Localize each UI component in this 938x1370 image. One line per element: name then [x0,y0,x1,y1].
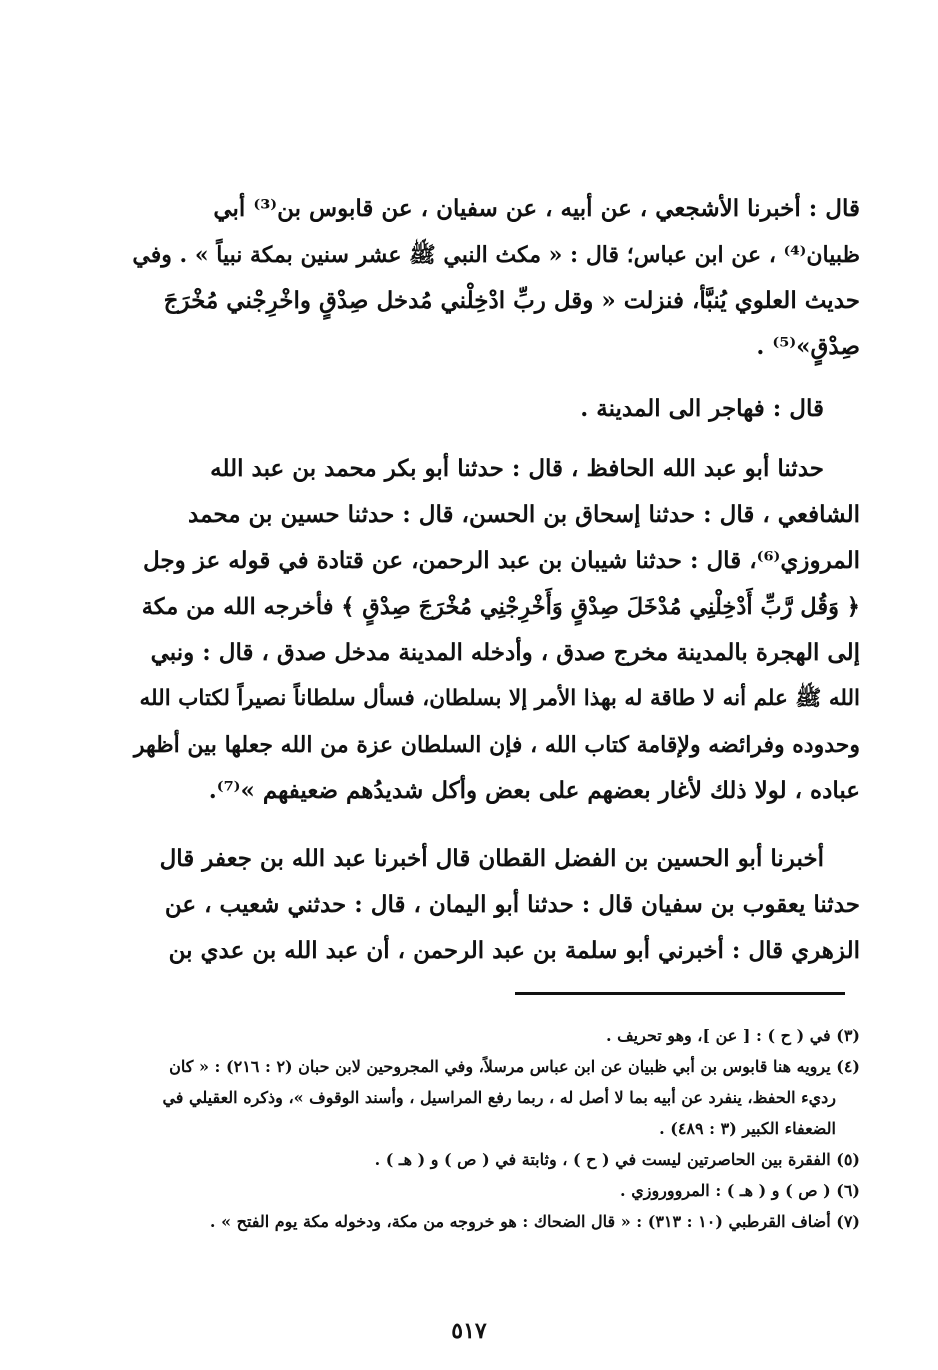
page-number: ٥١٧ [451,1318,487,1344]
footnote-4-continued: رديء الحفظ، ينفرد عن أبيه بما لا أصل له ، ربما رفع المراسيل ، وأسند الوقوف »، وذكره العقيلي في [162,1088,836,1107]
text-line: عباده ، لولا ذلك لأغار بعضهم على بعض وأكل شديدُهم ضعيفهم »⁽⁷⁾. [208,777,860,804]
text-line: أخبرنا أبو الحسين بن الفضل القطان قال أخبرنا عبد الله بن جعفر قال [159,845,824,872]
footnotes [140,1020,860,1237]
footnote-5: (٥) الفقرة بين الحاصرتين ليست في ( ح ) ، وثابتة في ( ص ) و ( هـ ) . [374,1150,860,1169]
text-line: حدثنا أبو عبد الله الحافظ ، قال : حدثنا أبو بكر محمد بن عبد الله [210,455,824,482]
text-line: قال : فهاجر الى المدينة . [580,395,824,422]
text-line: صِدْقٍ»⁽⁵⁾ . [756,333,860,360]
footnote-separator [515,992,845,995]
text-line: إلى الهجرة بالمدينة مخرج صدق ، وأدخله المدينة مدخل صدق ، قال : ونبي [150,639,860,666]
paragraph-3 [128,446,860,814]
text-line: الله ﷺ علم أنه لا طاقة له بهذا الأمر إلا بسلطان، فسأل سلطاناً نصيراً لكتاب الله [139,686,860,711]
text-line: ظبيان⁽⁴⁾ ، عن ابن عباس؛ قال : « مكث النبي ﷺ عشر سنين بمكة نبياً » . وفي [132,242,860,268]
text-line: الشافعي ، قال : حدثنا إسحاق بن الحسن، قال : حدثنا حسين بن محمد [188,501,860,528]
paragraph-2 [128,386,860,432]
footnote-6: (٦) ( ص ) و ( هـ ) : المرووروزي . [620,1181,860,1200]
text-line: قال : أخبرنا الأشجعي ، عن أبيه ، عن سفيان ، عن قابوس بن⁽³⁾ أبي [213,195,860,222]
footnote-7: (٧) أضاف القرطبي (١٠ : ٣١٣) : « قال الضحاك : هو خروجه من مكة، ودخوله مكة يوم الفتح » . [209,1212,860,1231]
text-line: الزهري قال : أخبرني أبو سلمة بن عبد الرحمن ، أن عبد الله بن عدي بن [168,937,860,964]
footnote-3: (٣) في ( ح ) : [ عن ]، وهو تحريف . [605,1026,860,1045]
text-line: ﴿ وَقُل رَّبِّ أَدْخِلْنِي مُدْخَلَ صِدْقٍ وَأَخْرِجْنِي مُخْرَجَ صِدْقٍ ﴾ فأخرجه الله من مكة [141,594,860,620]
text-line: وحدوده وفرائضه ولإقامة كتاب الله ، فإن السلطان عزة من الله جعلها بين أظهر [133,732,860,758]
text-line: حدثنا يعقوب بن سفيان قال : حدثنا أبو اليمان ، قال : حدثني شعيب ، عن [164,891,860,918]
footnote-4-continued: الضعفاء الكبير (٣ : ٤٨٩) . [659,1119,836,1138]
text-line: المروزي⁽⁶⁾، قال : حدثنا شيبان بن عبد الرحمن، عن قتادة في قوله عز وجل [143,547,860,574]
paragraph-1 [128,186,860,370]
footnote-4: (٤) يرويه هنا قابوس بن أبي ظبيان عن ابن عباس مرسلاً، وفي المجروحين لابن حبان (٢ : ٢١٦) : « كان [169,1057,860,1076]
paragraph-4 [128,836,860,974]
text-line: حديث العلوي يُنبَّأ، فنزلت « وقل ربِّ ادْخِلْني مُدخل صِدْقٍ واخْرِجْني مُخْرَجَ [163,287,860,314]
